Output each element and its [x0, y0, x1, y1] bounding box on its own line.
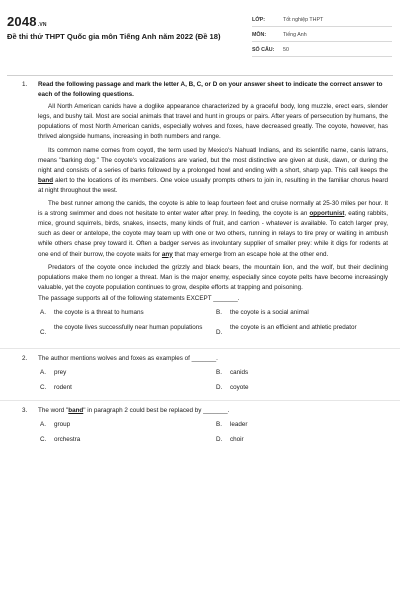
highlighted-word-band: band	[68, 407, 84, 415]
options-row	[38, 368, 388, 383]
page-header	[0, 0, 400, 72]
highlighted-word-band: band	[38, 176, 54, 184]
question-stem: The author mentions wolves and foxes as examples of _______.	[38, 354, 218, 362]
option-letter: D.	[216, 384, 223, 392]
passage-paragraph-3	[38, 199, 388, 260]
question-divider	[0, 400, 400, 401]
option-text: prey	[54, 369, 67, 377]
question-2	[0, 354, 400, 398]
site-logo[interactable]	[7, 14, 47, 29]
highlighted-word-any: any	[161, 250, 173, 258]
option-letter: B.	[216, 369, 222, 377]
passage-text: that may emerge from an escape hole at the other end.	[172, 250, 329, 258]
exam-meta	[252, 16, 392, 61]
meta-label: MÔN:	[252, 32, 267, 38]
highlighted-word-opportunist: opportunist	[309, 210, 345, 218]
stem-text: The word "	[38, 407, 69, 415]
question-number: 1.	[22, 81, 28, 88]
question-stem	[38, 406, 388, 416]
passage-text: The best runner among the canids, the coyote is able to leap fourteen feet and cruise normally at 25-30 miles per hour. It is a strong swimmer and does not hesitate to enter water after prey. In feeding, the coyote is an	[38, 200, 388, 218]
question-content	[0, 80, 400, 450]
question-1	[0, 80, 400, 346]
option-letter: B.	[216, 308, 222, 316]
meta-label: SỐ CÂU:	[252, 47, 275, 53]
answer-options	[38, 368, 388, 398]
meta-value: 50	[283, 47, 289, 53]
option-text: rodent	[54, 384, 72, 392]
question-3	[0, 406, 400, 450]
options-row	[38, 308, 388, 323]
option-text: choir	[230, 436, 244, 444]
options-row	[38, 383, 388, 398]
question-divider	[0, 348, 400, 349]
answer-options	[38, 420, 388, 450]
option-text: the coyote is a social animal	[230, 308, 309, 316]
option-text: the coyote is an efficient and athletic predator	[230, 323, 357, 331]
option-text: orchestra	[54, 436, 81, 444]
options-row	[38, 435, 388, 450]
option-letter: C.	[40, 328, 47, 336]
passage-paragraph-2	[38, 146, 388, 196]
option-letter: D.	[216, 328, 223, 336]
option-text: the coyote is a threat to humans	[54, 308, 144, 316]
passage-text: , eating rabbits, mice, ground squirrels, birds, snakes, insects, many kinds of fruit, and carrion - whatever is available. To catch larger prey, such as deer or antelope, the coyote may team up with one or two others, running in relays to tire prey or waiting in ambush while others chase prey toward it. Often a badger serves as involuntary supplier of smaller prey: while it digs for rodents at one end of their burrow, the coyote waits for	[38, 210, 389, 258]
meta-row-subject	[252, 31, 392, 42]
question-instruction: Read the following passage and mark the letter A, B, C, or D on your answer sheet to indicate the correct answer to each of the following questions.	[38, 81, 383, 99]
meta-label: LỚP:	[252, 17, 266, 23]
answer-options	[38, 308, 388, 346]
passage-paragraph-4: Predators of the coyote once included the grizzly and black bears, the mountain lion, and the wolf, but their declining populations make them no longer a threat. Man is the major enemy, especially since coyote pelts have become increasingly valuable, yet the coyote population continues to grow, despite efforts at trapping and poisoning.	[38, 263, 388, 291]
logo-main: 2048	[7, 14, 37, 29]
options-row	[38, 323, 388, 346]
option-text: canids	[230, 369, 249, 377]
option-letter: C.	[40, 436, 47, 444]
question-number: 2.	[22, 354, 28, 362]
passage-text: alert to the locations of its members. One voice usually prompts others to join in, resulting in the familiar chorus heard at night throughout the west.	[38, 176, 388, 194]
passage-text: Its common name comes from coyotl, the term used by Mexico's Nahuatl Indians, and its scientific name, canis latrans, means "barking dog." The coyote's vocalizations are varied, but the most distinctive are given at dusk, dawn, or during the night and consists of a series of barks followed by a prolonged howl and ending with a short, sharp yap. This call keeps the	[38, 146, 388, 174]
meta-value: Tiếng Anh	[283, 32, 307, 38]
reading-passage	[38, 102, 388, 293]
passage-paragraph-1: All North American canids have a doglike appearance characterized by a graceful body, long muzzle, erect ears, slender legs, and bushy tail. Most are social animals that travel and hunt in groups or pairs. After years of persecution by humans, the populations of most North American canids, especially wolves and foxes, have decreased greatly. The coyote, however, has thrived alongside humans, increasing in both numbers and range.	[38, 103, 388, 141]
header-divider	[7, 75, 393, 76]
logo-suffix: .VN	[37, 22, 47, 28]
option-text: the coyote lives successfully near human populations	[54, 323, 203, 331]
meta-value: Tốt nghiệp THPT	[283, 17, 324, 23]
option-letter: A.	[40, 369, 46, 377]
option-letter: D.	[216, 436, 223, 444]
option-text: group	[54, 421, 71, 429]
option-letter: B.	[216, 421, 222, 429]
question-stem: The passage supports all of the following statements EXCEPT _______.	[38, 294, 240, 302]
meta-row-class	[252, 16, 392, 27]
option-text: leader	[230, 421, 248, 429]
options-row	[38, 420, 388, 435]
option-text: coyote	[230, 384, 249, 392]
exam-title: Đề thi thử THPT Quốc gia môn Tiếng Anh năm 2022 (Đề 18)	[7, 32, 221, 41]
option-letter: A.	[40, 308, 46, 316]
question-number: 3.	[22, 407, 28, 415]
option-letter: A.	[40, 421, 46, 429]
option-letter: C.	[40, 384, 47, 392]
stem-text: " in paragraph 2 could best be replaced by _______.	[83, 407, 230, 415]
meta-row-count	[252, 46, 392, 57]
